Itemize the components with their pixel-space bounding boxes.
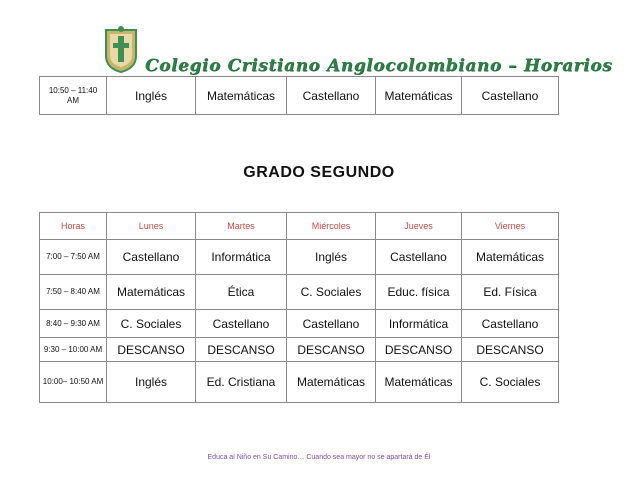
footer-motto: Educa al Niño en Su Camino… Cuando sea mayor no se apartará de Él xyxy=(207,454,431,461)
subject-cell: C. Sociales xyxy=(462,362,559,403)
school-crest-logo xyxy=(104,26,138,74)
table-header-row xyxy=(40,213,559,240)
subject-cell: Castellano xyxy=(462,310,559,338)
subject-cell: Matemáticas xyxy=(376,362,462,403)
subject-cell: Castellano xyxy=(196,310,287,338)
subject-cell: Ed. Cristiana xyxy=(196,362,287,403)
header-title: Colegio Cristiano Anglocolombiano – Horarios xyxy=(145,56,613,76)
column-header-friday: Viernes xyxy=(462,213,559,240)
table-row xyxy=(40,240,559,275)
table-row xyxy=(40,362,559,403)
subject-cell: Informática xyxy=(376,310,462,338)
schedule-table xyxy=(39,212,559,403)
table-row xyxy=(40,338,559,362)
subject-cell: Matemáticas xyxy=(376,77,462,115)
break-cell: DESCANSO xyxy=(107,338,196,362)
column-header-thursday: Jueves xyxy=(376,213,462,240)
table-row xyxy=(40,77,559,115)
subject-cell: Castellano xyxy=(107,240,196,275)
break-cell: DESCANSO xyxy=(287,338,376,362)
subject-cell: Educ. física xyxy=(376,275,462,310)
subject-cell: Ed. Física xyxy=(462,275,559,310)
subject-cell: Informática xyxy=(196,240,287,275)
subject-cell: Castellano xyxy=(287,77,376,115)
break-cell: DESCANSO xyxy=(196,338,287,362)
break-cell: DESCANSO xyxy=(376,338,462,362)
time-slot: 7:00 – 7:50 AM xyxy=(40,240,107,275)
subject-cell: Inglés xyxy=(107,362,196,403)
subject-cell: Inglés xyxy=(107,77,196,115)
column-header-hours: Horas xyxy=(40,213,107,240)
subject-cell: Inglés xyxy=(287,240,376,275)
time-slot: 9:30 – 10:00 AM xyxy=(40,338,107,362)
table-row xyxy=(40,275,559,310)
subject-cell: C. Sociales xyxy=(287,275,376,310)
subject-cell: Matemáticas xyxy=(287,362,376,403)
subject-cell: Matemáticas xyxy=(462,240,559,275)
subject-cell: Matemáticas xyxy=(196,77,287,115)
column-header-tuesday: Martes xyxy=(196,213,287,240)
previous-grade-last-row xyxy=(39,76,559,115)
column-header-wednesday: Miércoles xyxy=(287,213,376,240)
time-slot: 10:00– 10:50 AM xyxy=(40,362,107,403)
subject-cell: Castellano xyxy=(287,310,376,338)
time-slot: 8:40 – 9:30 AM xyxy=(40,310,107,338)
time-slot: 10:50 – 11:40 AM xyxy=(40,77,107,115)
subject-cell: Castellano xyxy=(376,240,462,275)
grade-title: GRADO SEGUNDO xyxy=(243,164,395,181)
subject-cell: C. Sociales xyxy=(107,310,196,338)
table-row xyxy=(40,310,559,338)
subject-cell: Matemáticas xyxy=(107,275,196,310)
break-cell: DESCANSO xyxy=(462,338,559,362)
subject-cell: Ética xyxy=(196,275,287,310)
time-slot: 7:50 – 8:40 AM xyxy=(40,275,107,310)
column-header-monday: Lunes xyxy=(107,213,196,240)
subject-cell: Castellano xyxy=(462,77,559,115)
